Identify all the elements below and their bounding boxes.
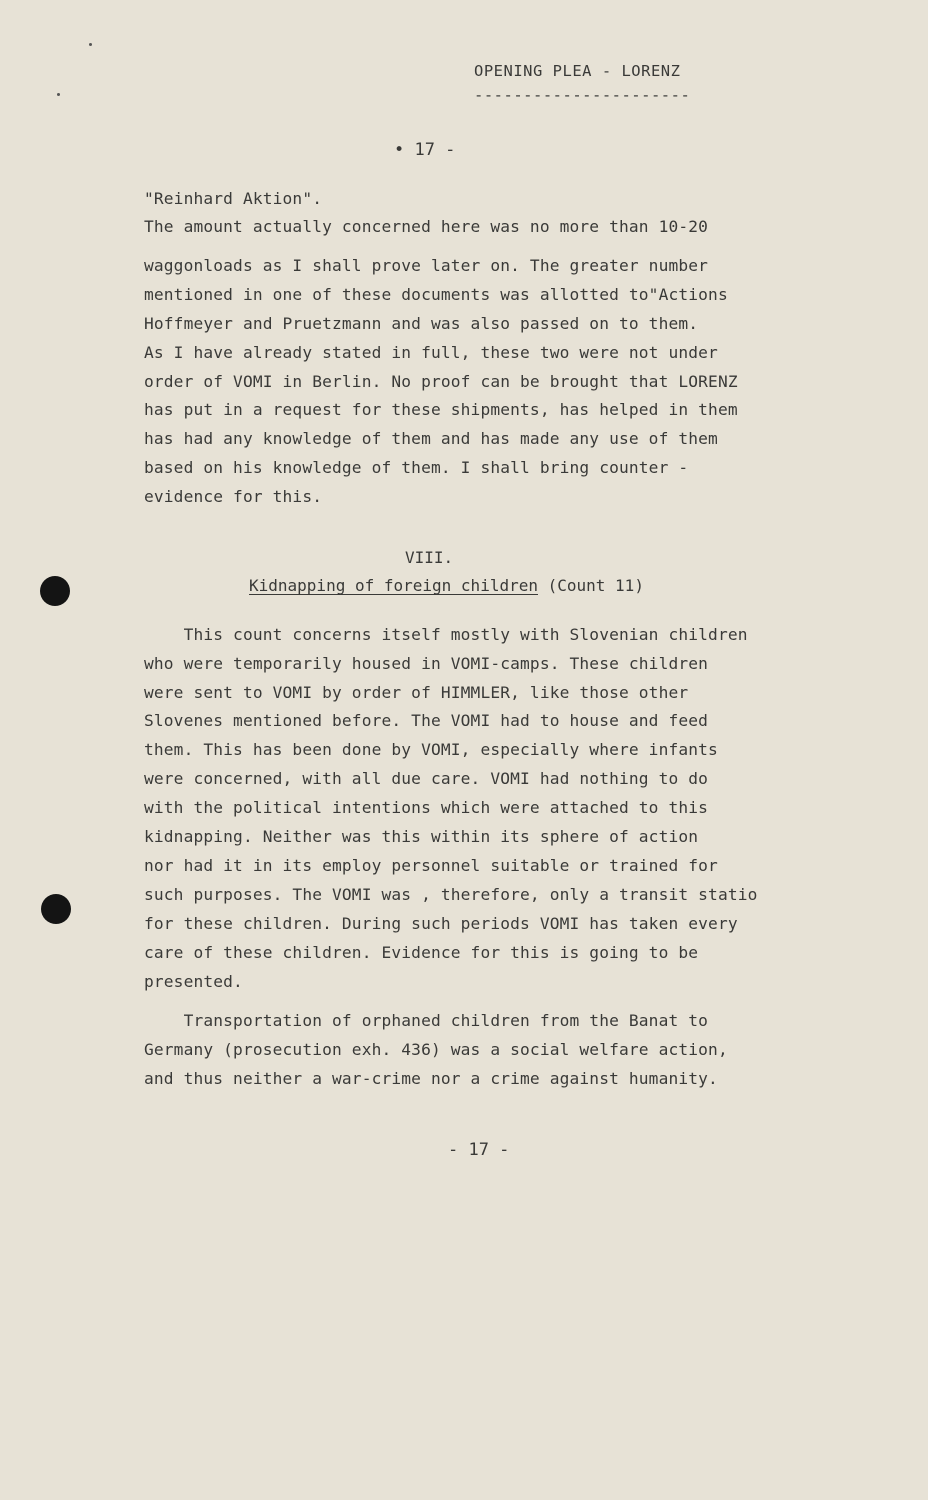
- text-line: Transportation of orphaned children from the Banat to: [144, 1011, 709, 1030]
- text-line: care of these children. Evidence for this is going to be: [144, 943, 699, 962]
- text-line: waggonloads as I shall prove later on. The greater number: [144, 256, 709, 275]
- paper-speck: [57, 93, 60, 96]
- text-line: Hoffmeyer and Pruetzmann and was also passed on to them.: [144, 314, 699, 333]
- text-line: presented.: [144, 972, 243, 991]
- section-title-count: (Count 11): [537, 576, 644, 595]
- page-number-top: • 17 -: [394, 140, 456, 160]
- text-line: This count concerns itself mostly with Slovenian children: [144, 625, 748, 644]
- text-line: has had any knowledge of them and has made any use of them: [144, 429, 718, 448]
- text-line: nor had it in its employ personnel suitable or trained for: [144, 856, 718, 875]
- document-header: OPENING PLEA - LORENZ: [474, 62, 681, 80]
- text-line: them. This has been done by VOMI, especially where infants: [144, 740, 718, 759]
- punch-hole-bottom: [41, 894, 71, 924]
- text-line: As I have already stated in full, these two were not under: [144, 343, 718, 362]
- text-line: mentioned in one of these documents was allotted to"Actions: [144, 285, 728, 304]
- text-line: kidnapping. Neither was this within its sphere of action: [144, 827, 699, 846]
- paper-speck: [89, 43, 92, 46]
- text-line: order of VOMI in Berlin. No proof can be brought that LORENZ: [144, 372, 738, 391]
- header-rule: ----------------------: [474, 86, 691, 104]
- text-line: were sent to VOMI by order of HIMMLER, like those other: [144, 683, 689, 702]
- text-line: and thus neither a war-crime nor a crime against humanity.: [144, 1069, 718, 1088]
- text-line: Germany (prosecution exh. 436) was a social welfare action,: [144, 1040, 728, 1059]
- text-line: Slovenes mentioned before. The VOMI had to house and feed: [144, 711, 709, 730]
- text-line: evidence for this.: [144, 487, 323, 506]
- punch-hole-top: [40, 576, 70, 606]
- text-line: who were temporarily housed in VOMI-camps. These children: [144, 654, 709, 673]
- text-line: has put in a request for these shipments, has helped in them: [144, 400, 738, 419]
- page-number-bottom: - 17 -: [448, 1140, 510, 1160]
- text-line: such purposes. The VOMI was , therefore, only a transit statio: [144, 885, 758, 904]
- text-line: for these children. During such periods VOMI has taken every: [144, 914, 738, 933]
- section-title-underlined: Kidnapping of foreign children: [249, 576, 538, 595]
- text-line: with the political intentions which were attached to this: [144, 798, 709, 817]
- text-line: The amount actually concerned here was no more than 10-20: [144, 217, 709, 236]
- text-line: were concerned, with all due care. VOMI had nothing to do: [144, 769, 709, 788]
- text-line: "Reinhard Aktion".: [144, 189, 323, 208]
- section-title: [249, 576, 644, 595]
- text-line: based on his knowledge of them. I shall bring counter -: [144, 458, 689, 477]
- section-number: VIII.: [405, 548, 454, 567]
